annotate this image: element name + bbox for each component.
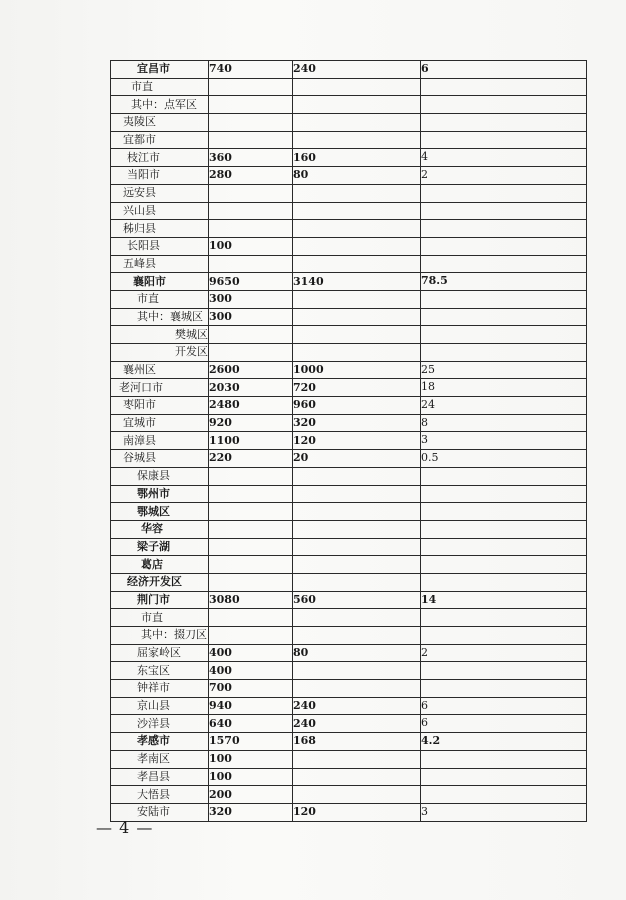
value-col2-cell: 168 bbox=[293, 733, 421, 751]
value-col1-cell: 100 bbox=[209, 237, 293, 255]
table-row bbox=[111, 397, 587, 415]
table-row bbox=[111, 733, 587, 751]
table-row bbox=[111, 662, 587, 680]
value-col3-cell bbox=[421, 627, 587, 645]
table-row bbox=[111, 715, 587, 733]
value-col3-cell bbox=[421, 485, 587, 503]
value-col3-cell bbox=[421, 131, 587, 149]
table-row bbox=[111, 627, 587, 645]
table-row bbox=[111, 520, 587, 538]
table-row bbox=[111, 78, 587, 96]
table-row bbox=[111, 344, 587, 362]
value-col3-cell bbox=[421, 237, 587, 255]
value-col2-cell bbox=[293, 556, 421, 574]
value-col1-cell: 400 bbox=[209, 662, 293, 680]
table-row bbox=[111, 202, 587, 220]
table-row bbox=[111, 326, 587, 344]
table-row bbox=[111, 609, 587, 627]
value-col1-cell: 700 bbox=[209, 680, 293, 698]
value-col2-cell bbox=[293, 485, 421, 503]
table-row bbox=[111, 697, 587, 715]
region-name-cell: 老河口市 bbox=[111, 379, 209, 397]
region-name-cell: 东宝区 bbox=[111, 662, 209, 680]
value-col1-cell: 3080 bbox=[209, 591, 293, 609]
value-col2-cell bbox=[293, 467, 421, 485]
value-col3-cell bbox=[421, 220, 587, 238]
table-row bbox=[111, 768, 587, 786]
region-name-cell: 市直 bbox=[111, 290, 209, 308]
value-col3-cell bbox=[421, 503, 587, 521]
region-name-cell: 孝昌县 bbox=[111, 768, 209, 786]
value-col2-cell: 160 bbox=[293, 149, 421, 167]
region-name-cell: 远安县 bbox=[111, 184, 209, 202]
value-col2-cell: 720 bbox=[293, 379, 421, 397]
value-col2-cell bbox=[293, 96, 421, 114]
value-col1-cell bbox=[209, 131, 293, 149]
page-number: — 4 — bbox=[96, 818, 154, 837]
value-col3-cell bbox=[421, 520, 587, 538]
value-col1-cell bbox=[209, 609, 293, 627]
value-col2-cell bbox=[293, 237, 421, 255]
table-row bbox=[111, 96, 587, 114]
table-row bbox=[111, 131, 587, 149]
value-col3-cell: 4 bbox=[421, 149, 587, 167]
value-col3-cell bbox=[421, 326, 587, 344]
region-name-cell: 梁子湖 bbox=[111, 538, 209, 556]
region-name-cell: 南漳县 bbox=[111, 432, 209, 450]
table-row bbox=[111, 432, 587, 450]
table-row bbox=[111, 308, 587, 326]
value-col3-cell: 4.2 bbox=[421, 733, 587, 751]
region-name-cell: 当阳市 bbox=[111, 167, 209, 185]
value-col2-cell bbox=[293, 662, 421, 680]
table-row bbox=[111, 414, 587, 432]
value-col1-cell: 920 bbox=[209, 414, 293, 432]
value-col3-cell: 2 bbox=[421, 644, 587, 662]
value-col2-cell: 960 bbox=[293, 397, 421, 415]
value-col2-cell bbox=[293, 326, 421, 344]
region-name-cell: 宜都市 bbox=[111, 131, 209, 149]
region-name-cell: 开发区 bbox=[111, 344, 209, 362]
value-col1-cell: 9650 bbox=[209, 273, 293, 291]
region-name-cell: 葛店 bbox=[111, 556, 209, 574]
region-name-cell: 市直 bbox=[111, 609, 209, 627]
value-col2-cell bbox=[293, 768, 421, 786]
table-row bbox=[111, 450, 587, 468]
value-col2-cell bbox=[293, 627, 421, 645]
value-col1-cell bbox=[209, 220, 293, 238]
value-col1-cell: 360 bbox=[209, 149, 293, 167]
value-col1-cell: 640 bbox=[209, 715, 293, 733]
region-name-cell: 鄂州市 bbox=[111, 485, 209, 503]
region-name-cell: 夷陵区 bbox=[111, 114, 209, 132]
table-body bbox=[111, 61, 587, 822]
value-col1-cell bbox=[209, 520, 293, 538]
value-col1-cell bbox=[209, 114, 293, 132]
value-col3-cell: 3 bbox=[421, 803, 587, 821]
value-col2-cell bbox=[293, 538, 421, 556]
value-col3-cell bbox=[421, 538, 587, 556]
table-row bbox=[111, 379, 587, 397]
value-col2-cell: 20 bbox=[293, 450, 421, 468]
table-row bbox=[111, 114, 587, 132]
region-name-cell: 五峰县 bbox=[111, 255, 209, 273]
region-name-cell: 谷城县 bbox=[111, 450, 209, 468]
table-row bbox=[111, 361, 587, 379]
region-name-cell: 钟祥市 bbox=[111, 680, 209, 698]
table-row bbox=[111, 149, 587, 167]
table-row bbox=[111, 167, 587, 185]
table-row bbox=[111, 220, 587, 238]
value-col3-cell bbox=[421, 768, 587, 786]
value-col3-cell: 0.5 bbox=[421, 450, 587, 468]
value-col2-cell bbox=[293, 184, 421, 202]
value-col2-cell: 120 bbox=[293, 803, 421, 821]
value-col1-cell bbox=[209, 485, 293, 503]
value-col3-cell bbox=[421, 662, 587, 680]
region-name-cell: 屈家岭区 bbox=[111, 644, 209, 662]
region-name-cell: 京山县 bbox=[111, 697, 209, 715]
value-col3-cell bbox=[421, 467, 587, 485]
table-row bbox=[111, 485, 587, 503]
value-col2-cell bbox=[293, 131, 421, 149]
table-row bbox=[111, 573, 587, 591]
table-row bbox=[111, 503, 587, 521]
region-name-cell: 孝感市 bbox=[111, 733, 209, 751]
value-col1-cell bbox=[209, 627, 293, 645]
value-col3-cell bbox=[421, 609, 587, 627]
value-col1-cell bbox=[209, 503, 293, 521]
statistics-table bbox=[110, 60, 587, 822]
value-col1-cell bbox=[209, 255, 293, 273]
value-col1-cell: 100 bbox=[209, 768, 293, 786]
value-col1-cell: 2480 bbox=[209, 397, 293, 415]
value-col1-cell: 280 bbox=[209, 167, 293, 185]
table-row bbox=[111, 803, 587, 821]
value-col2-cell: 560 bbox=[293, 591, 421, 609]
region-name-cell: 市直 bbox=[111, 78, 209, 96]
table-row bbox=[111, 273, 587, 291]
value-col1-cell: 940 bbox=[209, 697, 293, 715]
value-col1-cell bbox=[209, 202, 293, 220]
value-col2-cell: 120 bbox=[293, 432, 421, 450]
value-col1-cell bbox=[209, 184, 293, 202]
region-name-cell: 樊城区 bbox=[111, 326, 209, 344]
value-col2-cell: 3140 bbox=[293, 273, 421, 291]
region-name-cell: 枝江市 bbox=[111, 149, 209, 167]
value-col3-cell bbox=[421, 308, 587, 326]
value-col2-cell bbox=[293, 202, 421, 220]
value-col2-cell: 240 bbox=[293, 715, 421, 733]
region-name-cell: 华容 bbox=[111, 520, 209, 538]
value-col2-cell bbox=[293, 344, 421, 362]
value-col2-cell: 240 bbox=[293, 697, 421, 715]
value-col1-cell: 400 bbox=[209, 644, 293, 662]
table-row bbox=[111, 290, 587, 308]
value-col1-cell bbox=[209, 573, 293, 591]
region-name-cell: 襄阳市 bbox=[111, 273, 209, 291]
value-col3-cell bbox=[421, 786, 587, 804]
region-name-cell: 大悟县 bbox=[111, 786, 209, 804]
value-col1-cell: 1100 bbox=[209, 432, 293, 450]
region-name-cell: 孝南区 bbox=[111, 750, 209, 768]
value-col2-cell: 320 bbox=[293, 414, 421, 432]
value-col3-cell: 6 bbox=[421, 697, 587, 715]
table-row bbox=[111, 644, 587, 662]
value-col3-cell bbox=[421, 573, 587, 591]
value-col3-cell bbox=[421, 96, 587, 114]
value-col1-cell: 200 bbox=[209, 786, 293, 804]
region-name-cell: 其中：点军区 bbox=[111, 96, 209, 114]
value-col3-cell: 6 bbox=[421, 61, 587, 79]
table-row bbox=[111, 467, 587, 485]
region-name-cell: 枣阳市 bbox=[111, 397, 209, 415]
value-col3-cell: 6 bbox=[421, 715, 587, 733]
table-row bbox=[111, 237, 587, 255]
value-col3-cell: 18 bbox=[421, 379, 587, 397]
value-col2-cell bbox=[293, 609, 421, 627]
value-col3-cell: 14 bbox=[421, 591, 587, 609]
value-col3-cell bbox=[421, 556, 587, 574]
value-col1-cell: 320 bbox=[209, 803, 293, 821]
region-name-cell: 沙洋县 bbox=[111, 715, 209, 733]
value-col2-cell bbox=[293, 573, 421, 591]
value-col1-cell: 100 bbox=[209, 750, 293, 768]
value-col1-cell bbox=[209, 556, 293, 574]
value-col3-cell bbox=[421, 344, 587, 362]
value-col1-cell: 300 bbox=[209, 308, 293, 326]
region-name-cell: 兴山县 bbox=[111, 202, 209, 220]
region-name-cell: 保康县 bbox=[111, 467, 209, 485]
region-name-cell: 鄂城区 bbox=[111, 503, 209, 521]
value-col2-cell bbox=[293, 503, 421, 521]
value-col3-cell bbox=[421, 184, 587, 202]
value-col2-cell bbox=[293, 114, 421, 132]
region-name-cell: 宜昌市 bbox=[111, 61, 209, 79]
value-col3-cell bbox=[421, 750, 587, 768]
table-row bbox=[111, 591, 587, 609]
value-col1-cell bbox=[209, 78, 293, 96]
table-row bbox=[111, 680, 587, 698]
value-col1-cell: 220 bbox=[209, 450, 293, 468]
value-col1-cell: 2030 bbox=[209, 379, 293, 397]
table-row bbox=[111, 61, 587, 79]
value-col1-cell bbox=[209, 96, 293, 114]
value-col1-cell: 1570 bbox=[209, 733, 293, 751]
value-col2-cell: 80 bbox=[293, 644, 421, 662]
table-row bbox=[111, 786, 587, 804]
value-col3-cell bbox=[421, 680, 587, 698]
value-col3-cell: 25 bbox=[421, 361, 587, 379]
value-col1-cell bbox=[209, 467, 293, 485]
value-col3-cell bbox=[421, 114, 587, 132]
value-col2-cell bbox=[293, 290, 421, 308]
value-col2-cell bbox=[293, 680, 421, 698]
region-name-cell: 其中：掇刀区 bbox=[111, 627, 209, 645]
value-col1-cell bbox=[209, 344, 293, 362]
value-col3-cell bbox=[421, 290, 587, 308]
value-col2-cell bbox=[293, 308, 421, 326]
value-col1-cell: 2600 bbox=[209, 361, 293, 379]
region-name-cell: 经济开发区 bbox=[111, 573, 209, 591]
table-row bbox=[111, 184, 587, 202]
region-name-cell: 秭归县 bbox=[111, 220, 209, 238]
value-col3-cell: 2 bbox=[421, 167, 587, 185]
value-col3-cell: 8 bbox=[421, 414, 587, 432]
value-col3-cell: 3 bbox=[421, 432, 587, 450]
value-col1-cell: 740 bbox=[209, 61, 293, 79]
table-row bbox=[111, 556, 587, 574]
value-col2-cell bbox=[293, 786, 421, 804]
value-col2-cell: 240 bbox=[293, 61, 421, 79]
region-name-cell: 长阳县 bbox=[111, 237, 209, 255]
value-col2-cell bbox=[293, 78, 421, 96]
table-row bbox=[111, 255, 587, 273]
region-name-cell: 荆门市 bbox=[111, 591, 209, 609]
region-name-cell: 宜城市 bbox=[111, 414, 209, 432]
value-col1-cell: 300 bbox=[209, 290, 293, 308]
value-col3-cell bbox=[421, 202, 587, 220]
value-col2-cell: 1000 bbox=[293, 361, 421, 379]
table-row bbox=[111, 538, 587, 556]
value-col3-cell: 78.5 bbox=[421, 273, 587, 291]
region-name-cell: 安陆市 bbox=[111, 803, 209, 821]
value-col2-cell: 80 bbox=[293, 167, 421, 185]
value-col2-cell bbox=[293, 520, 421, 538]
value-col2-cell bbox=[293, 220, 421, 238]
value-col3-cell bbox=[421, 255, 587, 273]
value-col2-cell bbox=[293, 255, 421, 273]
region-name-cell: 襄州区 bbox=[111, 361, 209, 379]
value-col3-cell bbox=[421, 78, 587, 96]
region-name-cell: 其中：襄城区 bbox=[111, 308, 209, 326]
value-col3-cell: 24 bbox=[421, 397, 587, 415]
value-col1-cell bbox=[209, 538, 293, 556]
value-col1-cell bbox=[209, 326, 293, 344]
table-row bbox=[111, 750, 587, 768]
value-col2-cell bbox=[293, 750, 421, 768]
